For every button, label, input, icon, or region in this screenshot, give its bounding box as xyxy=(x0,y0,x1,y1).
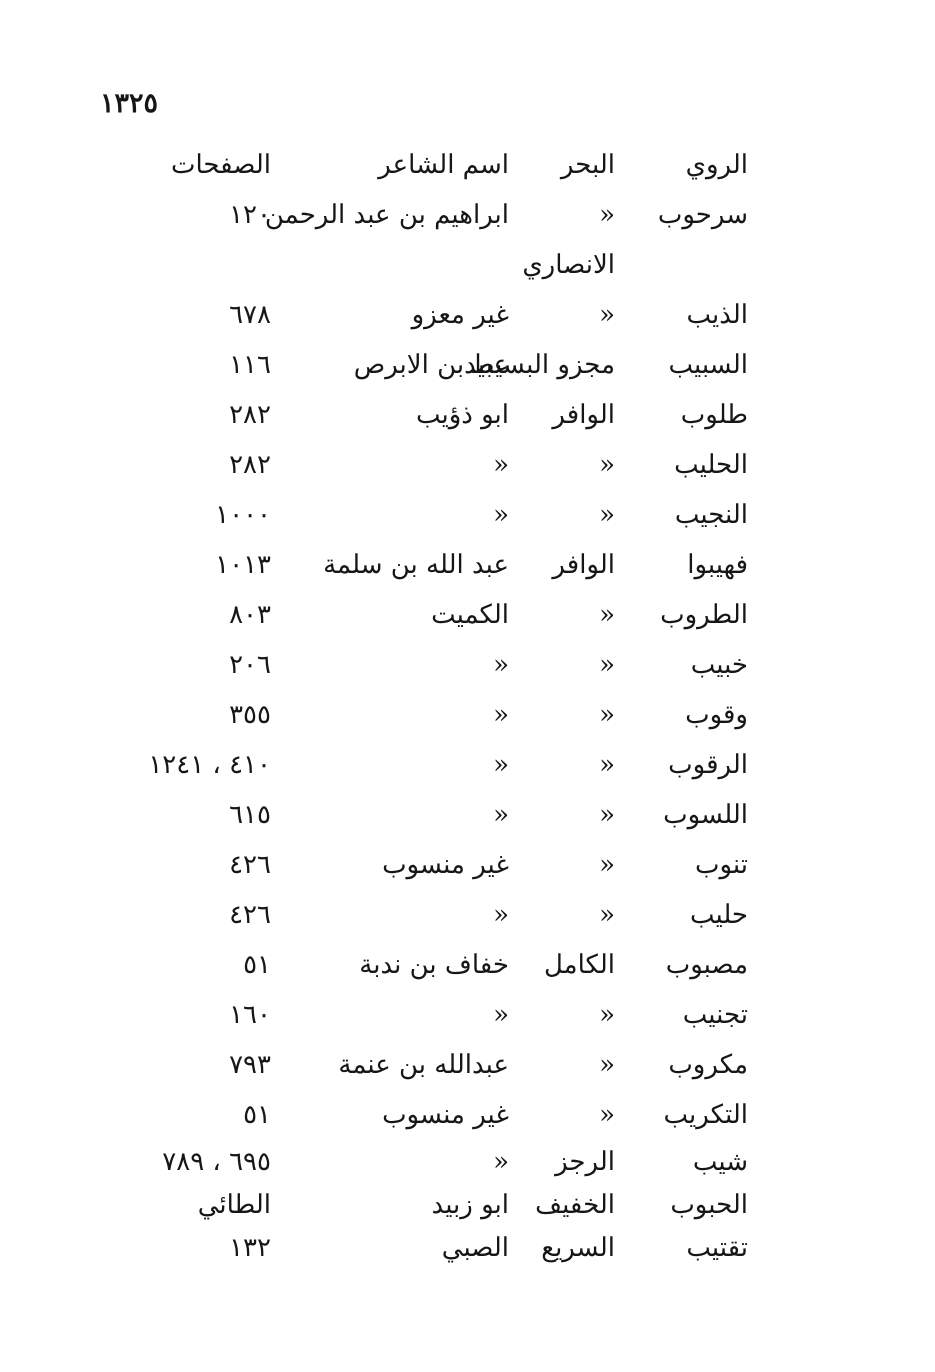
poet-cell: عبد الله بن سلمة xyxy=(323,550,509,580)
table-row xyxy=(0,840,935,890)
rawi-cell: وقوب xyxy=(685,700,748,730)
bahr-cell: « xyxy=(599,900,615,930)
bahr-cell: « xyxy=(599,500,615,530)
rawi-cell: فهيبوا xyxy=(687,550,748,580)
rawi-cell: الذيب xyxy=(686,300,748,330)
poet-continuation-cell: الانصاري xyxy=(522,250,615,280)
poet-continuation-cell: الطائي xyxy=(197,1190,271,1220)
poet-cell: « xyxy=(493,450,509,480)
bahr-cell: الخفيف xyxy=(535,1190,615,1220)
poet-cell: « xyxy=(493,1147,509,1177)
poet-cell: عبدالله بن عنمة xyxy=(338,1050,509,1080)
bahr-cell: السريع xyxy=(541,1233,615,1263)
table-row xyxy=(0,1040,935,1090)
table-row xyxy=(0,590,935,640)
poet-cell: « xyxy=(493,800,509,830)
pages-cell: ٢٨٢ xyxy=(229,400,271,430)
poet-cell: ابراهيم بن عبد الرحمن xyxy=(264,200,509,230)
pages-cell: ١٦٠ xyxy=(229,1000,271,1030)
bahr-cell: « xyxy=(599,300,615,330)
rawi-cell: تنوب xyxy=(695,850,748,880)
pages-cell: ١٣٢ xyxy=(229,1233,271,1263)
bahr-cell: « xyxy=(599,850,615,880)
rawi-cell: الحليب xyxy=(674,450,748,480)
table-row xyxy=(0,390,935,440)
bahr-cell: « xyxy=(599,750,615,780)
pages-cell: ٤٢٦ xyxy=(229,900,271,930)
bahr-cell: « xyxy=(599,700,615,730)
bahr-cell: « xyxy=(599,650,615,680)
table-row xyxy=(0,990,935,1040)
poet-cell: عبيدبن الابرص xyxy=(353,350,509,380)
header-rawi: الروي xyxy=(685,150,748,180)
bahr-cell: الرجز xyxy=(555,1147,615,1177)
pages-cell: ٦٧٨ xyxy=(229,300,271,330)
poet-cell: غير معزو xyxy=(411,300,509,330)
table-row xyxy=(0,640,935,690)
pages-cell: ٥١ xyxy=(243,950,271,980)
bahr-cell: الكامل xyxy=(543,950,615,980)
rhyme-index-table xyxy=(0,140,935,1270)
table-header xyxy=(0,140,935,190)
page-number: ١٣٢٥ xyxy=(100,88,159,119)
table-row xyxy=(0,740,935,790)
poet-cell: « xyxy=(493,1000,509,1030)
pages-cell: ١٠١٣ xyxy=(215,550,271,580)
bahr-cell: مجزو البسيط xyxy=(470,350,615,380)
table-row xyxy=(0,290,935,340)
table-row xyxy=(0,1223,935,1273)
rawi-cell: اللسوب xyxy=(663,800,748,830)
table-row xyxy=(0,240,935,290)
poet-cell: الكميت xyxy=(431,600,509,630)
bahr-cell: « xyxy=(599,1050,615,1080)
header-pages: الصفحات xyxy=(170,150,271,180)
pages-cell: ٦١٥ xyxy=(229,800,271,830)
rawi-cell: مكروب xyxy=(668,1050,748,1080)
poet-cell: الصبي xyxy=(441,1233,509,1263)
bahr-cell: « xyxy=(599,800,615,830)
table-row xyxy=(0,690,935,740)
pages-cell: ١١٦ xyxy=(229,350,271,380)
poet-cell: « xyxy=(493,650,509,680)
pages-cell: ٤١٠ ، ١٢٤١ xyxy=(148,750,271,780)
rawi-cell: طلوب xyxy=(680,400,748,430)
poet-cell: « xyxy=(493,750,509,780)
rawi-cell: النجيب xyxy=(674,500,748,530)
pages-cell: ٨٠٣ xyxy=(229,600,271,630)
table-row xyxy=(0,790,935,840)
pages-cell: ٤٢٦ xyxy=(229,850,271,880)
rawi-cell: خبيب xyxy=(690,650,748,680)
bahr-cell: الوافر xyxy=(552,550,615,580)
rawi-cell: الحبوب xyxy=(670,1190,748,1220)
poet-cell: غير منسوب xyxy=(382,850,509,880)
rawi-cell: الطروب xyxy=(660,600,748,630)
pages-cell: ١٢٠ xyxy=(229,200,271,230)
table-row xyxy=(0,440,935,490)
poet-cell: ابو ذؤيب xyxy=(415,400,509,430)
bahr-cell: « xyxy=(599,600,615,630)
rawi-cell: حليب xyxy=(689,900,748,930)
rawi-cell: سرحوب xyxy=(657,200,748,230)
poet-cell: ابو زبيد xyxy=(431,1190,509,1220)
poet-cell: غير منسوب xyxy=(382,1100,509,1130)
poet-cell: خفاف بن ندبة xyxy=(359,950,509,980)
table-row xyxy=(0,890,935,940)
pages-cell: ٢٨٢ xyxy=(229,450,271,480)
table-row xyxy=(0,1090,935,1140)
bahr-cell: « xyxy=(599,1100,615,1130)
rawi-cell: شيب xyxy=(692,1147,748,1177)
rawi-cell: تجنيب xyxy=(682,1000,748,1030)
bahr-cell: « xyxy=(599,1000,615,1030)
rawi-cell: السبيب xyxy=(668,350,748,380)
pages-cell: ٥١ xyxy=(243,1100,271,1130)
pages-cell: ٢٠٦ xyxy=(229,650,271,680)
pages-cell: ١٠٠٠ xyxy=(215,500,271,530)
pages-cell: ٣٥٥ xyxy=(229,700,271,730)
header-bahr: البحر xyxy=(560,150,615,180)
pages-cell: ٧٩٣ xyxy=(229,1050,271,1080)
poet-cell: « xyxy=(493,700,509,730)
poet-cell: « xyxy=(493,500,509,530)
rawi-cell: الرقوب xyxy=(668,750,748,780)
table-row xyxy=(0,540,935,590)
table-row xyxy=(0,190,935,240)
bahr-cell: الوافر xyxy=(552,400,615,430)
rawi-cell: تقتيب xyxy=(686,1233,748,1263)
header-poet: اسم الشاعر xyxy=(378,150,509,180)
poet-cell: « xyxy=(493,900,509,930)
rawi-cell: مصبوب xyxy=(665,950,748,980)
bahr-cell: « xyxy=(599,450,615,480)
bahr-cell: « xyxy=(599,200,615,230)
pages-cell: ٦٩٥ ، ٧٨٩ xyxy=(162,1147,271,1177)
rawi-cell: التكريب xyxy=(663,1100,748,1130)
table-row xyxy=(0,940,935,990)
table-row xyxy=(0,490,935,540)
table-row xyxy=(0,340,935,390)
